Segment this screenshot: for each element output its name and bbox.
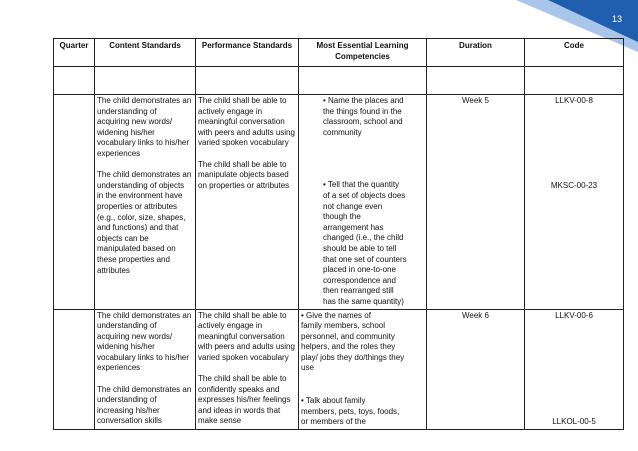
- code: LLKV-00-8: [555, 96, 593, 105]
- content-standards-cell: [95, 95, 196, 310]
- quarter-cell: [54, 309, 95, 429]
- performance-standards-cell: [196, 309, 299, 429]
- table-row: [54, 95, 624, 310]
- quarter-cell: [54, 95, 95, 310]
- header-competencies: Most Essential Learning Competencies: [299, 39, 427, 67]
- code-cell: [525, 309, 624, 429]
- performance-standard: The child shall be able to confidently speaks and expresses his/her feelings and ideas in words that make sense: [198, 374, 291, 426]
- content-standard: The child demonstrates an understanding of increasing his/her conversation skills: [97, 384, 192, 426]
- competencies-cell: [299, 95, 427, 310]
- duration-cell: Week 6: [427, 309, 525, 429]
- performance-standard: The child shall be able to actively engage in meaningful conversation with peers and adults using varied spoken vocabulary: [198, 310, 295, 362]
- content-standard: The child demonstrates an understanding of acquiring new words/ widening his/her vocabulary links to his/her experiences: [97, 96, 192, 158]
- code: MKSC-00-23: [550, 180, 598, 190]
- competency: • Give the names of family members, school personnel, and community helpers, and the roles they play/ jobs they do/things they use: [301, 310, 405, 373]
- code-cell: [525, 95, 624, 310]
- performance-standards-cell: [196, 95, 299, 310]
- duration-cell: Week 5: [427, 95, 525, 310]
- table-spacer-row: [54, 67, 624, 95]
- table-row: [54, 309, 624, 429]
- competency: • Name the places and the things found in the classroom, school and community: [323, 96, 404, 137]
- competency: • Talk about family members, pets, toys, foods, or members of the: [301, 396, 400, 427]
- header-code: Code: [525, 39, 624, 67]
- code: LLKV-00-6: [555, 310, 593, 320]
- table-header-row: [54, 39, 624, 67]
- content-standards-cell: [95, 309, 196, 429]
- competencies-cell: [299, 309, 427, 429]
- header-duration: Duration: [427, 39, 525, 67]
- content-standard: The child demonstrates an understanding of acquiring new words/ widening his/her vocabulary links to his/her experiences: [97, 310, 192, 373]
- page-number: 13: [611, 14, 622, 24]
- competency: • Tell that the quantity of a set of objects does not change even though the arrangement has changed (i.e., the child should be able to tell that one set of counters placed in one-to-one correspondence and then rearranged still has the same quantity): [323, 180, 407, 306]
- code: LLKOL-00-5: [552, 417, 596, 427]
- performance-standard: The child shall be able to actively engage in meaningful conversation with peers and adults using varied spoken vocabulary: [198, 96, 295, 148]
- content-standard: The child demonstrates an understanding of objects in the environment have properties or attributes (e.g., color, size, shapes, and functions) and that objects can be manipulated based on these properties and attributes: [97, 170, 192, 275]
- header-performance-standards: Performance Standards: [196, 39, 299, 67]
- performance-standard: The child shall be able to manipulate objects based on properties or attributes: [198, 159, 290, 190]
- header-quarter: Quarter: [54, 39, 95, 67]
- header-content-standards: Content Standards: [95, 39, 196, 67]
- curriculum-table: [53, 38, 624, 430]
